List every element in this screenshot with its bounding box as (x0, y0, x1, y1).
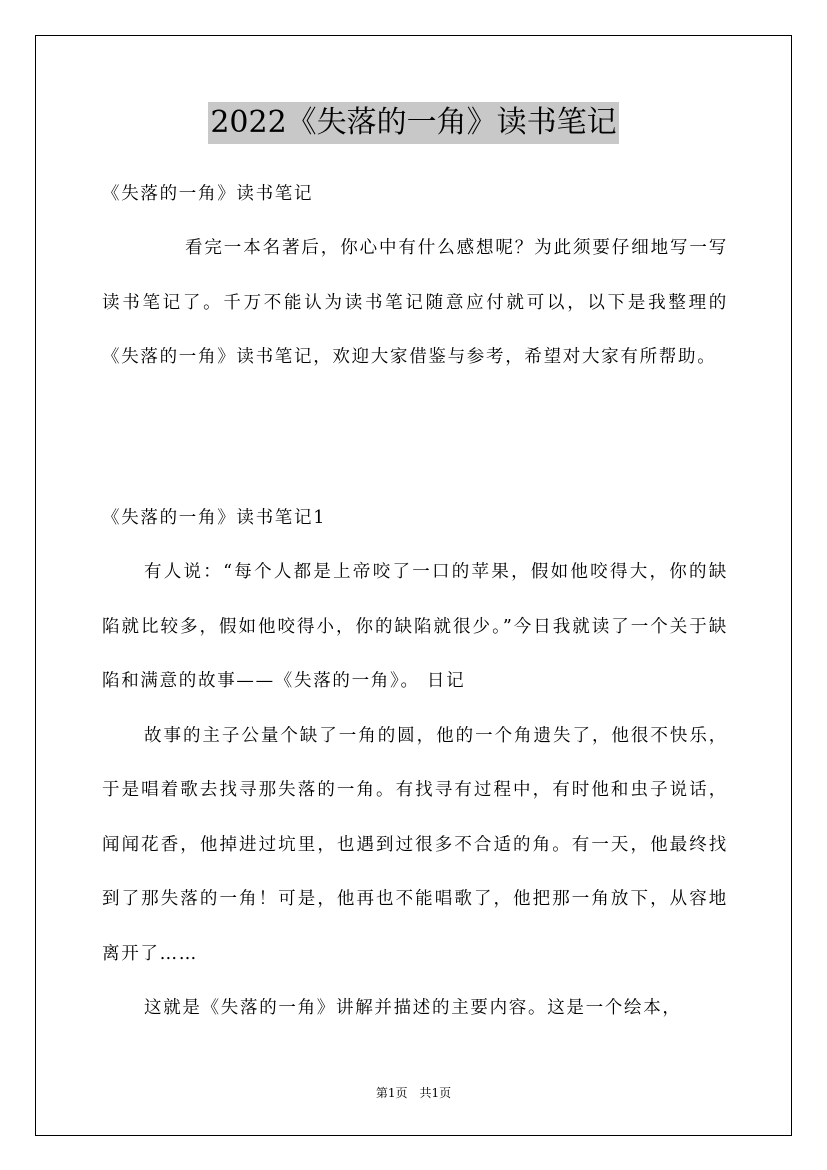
page-footer (0, 1084, 827, 1101)
section1-heading: 《失落的一角》读书笔记1 (102, 508, 327, 528)
section1-paragraph-2: 故事的主子公量个缺了一角的圆，他的一个角遗失了，他很不快乐，于是唱着歌去找寻那失落的一角。有找寻有过程中，有时他和虫子说话，闻闻花香，他掉进过坑里，也遇到过很多不合适的角。有一天，他最终找到了那失落的一角！可是，他再也不能唱歌了，他把那一角放下，从容地离开了…… (102, 725, 728, 964)
intro-paragraph: 看完一本名著后，你心中有什么感想呢？为此须要仔细地写一写读书笔记了。千万不能认为读书笔记随意应付就可以，以下是我整理的《失落的一角》读书笔记，欢迎大家借鉴与参考，希望对大家有所帮助。 (102, 238, 728, 367)
document-title: 2022《失落的一角》读书笔记 (208, 102, 618, 144)
section1-heading-block (102, 491, 728, 546)
document-subtitle: 《失落的一角》读书笔记 (102, 184, 314, 204)
document-title-wrap (0, 102, 827, 144)
intro-block (102, 221, 728, 385)
section1-paragraph-1: 有人说：“每个人都是上帝咬了一口的苹果，假如他咬得大，你的缺陷就比较多，假如他咬得小，你的缺陷就很少。”今日我就读了一个关于缺陷和满意的故事——《失落的一角》。 日记 (102, 562, 728, 691)
subtitle-block (102, 167, 728, 222)
section1-body (102, 545, 728, 1036)
page-number: 第1页 共1页 (375, 1086, 452, 1100)
section1-paragraph-3: 这就是《失落的一角》讲解并描述的主要内容。这是一个绘本， (144, 998, 682, 1018)
